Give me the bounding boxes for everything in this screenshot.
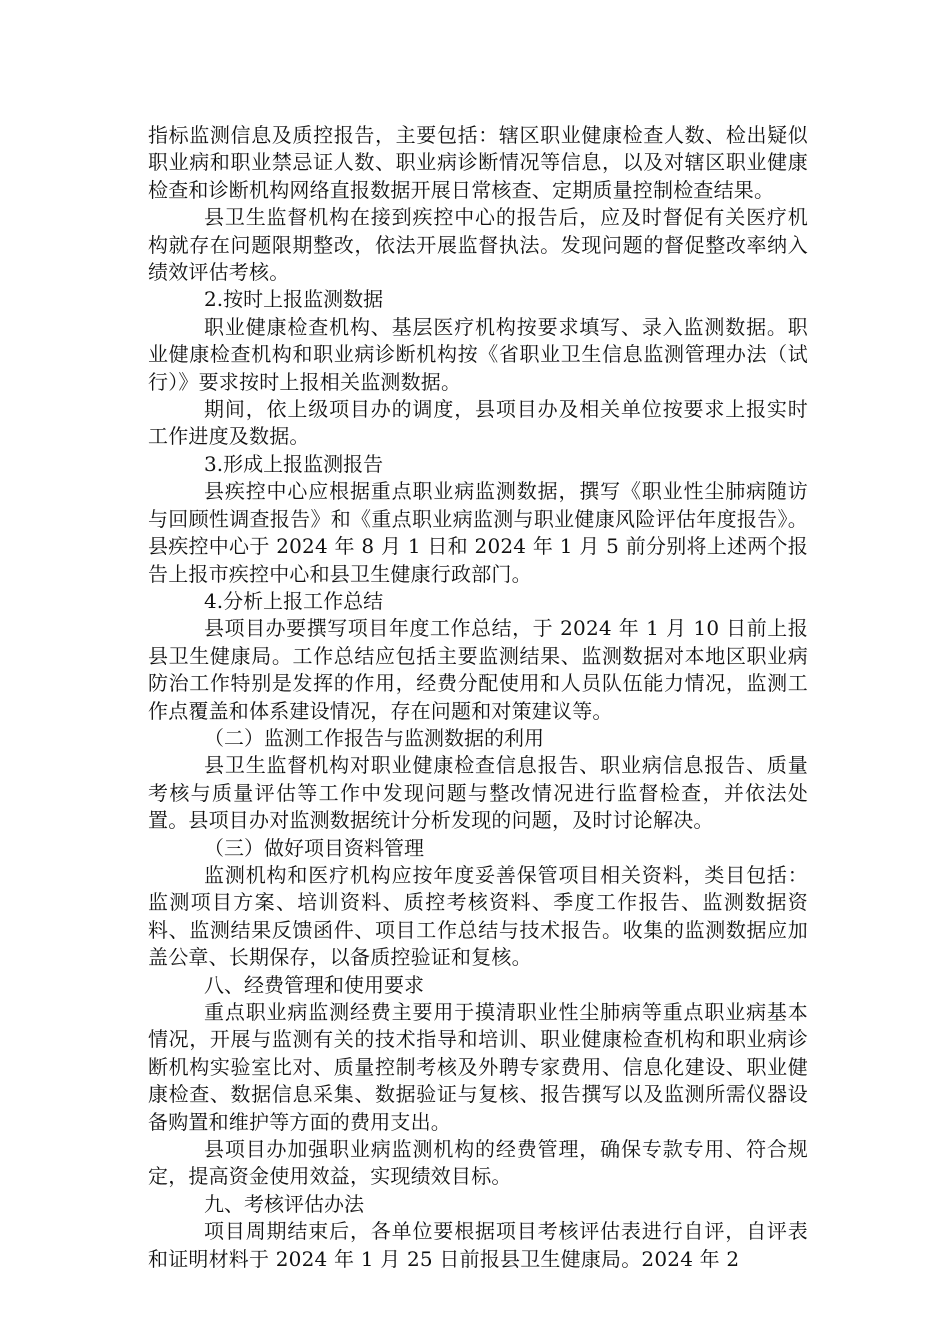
body-paragraph: 县卫生监督机构对职业健康检查信息报告、职业病信息报告、质量考核与质量评估等工作中发现问题与整改情况进行监督检查，并依法处置。县项目办对监测数据统计分析发现的问题，及时讨论解决。 [148,753,808,833]
section-heading: 八、经费管理和使用要求 [204,972,424,997]
section-heading: 九、考核评估办法 [204,1191,364,1216]
section-heading: 4.分析上报工作总结 [204,588,384,613]
body-paragraph: 指标监测信息及质控报告，主要包括：辖区职业健康检查人数、检出疑似职业病和职业禁忌证人数、职业病诊断情况等信息，以及对辖区职业健康检查和诊断机构网络直报数据开展日常核查、定期质量控制检查结果。 [148,123,808,202]
body-paragraph: 项目周期结束后，各单位要根据项目考核评估表进行自评，自评表和证明材料于 2024 年 1 月 25 日前报县卫生健康局。2024 年 2 [148,1219,808,1271]
body-paragraph: 职业健康检查机构、基层医疗机构按要求填写、录入监测数据。职业健康检查机构和职业病诊断机构按《省职业卫生信息监测管理办法（试行）》要求按时上报相关监测数据。 [148,314,808,394]
section-heading: 2.按时上报监测数据 [204,287,384,312]
document-page [148,122,808,1273]
body-paragraph: 县卫生监督机构在接到疾控中心的报告后，应及时督促有关医疗机构就存在问题限期整改，依法开展监督执法。发现问题的督促整改率纳入绩效评估考核。 [148,205,808,285]
body-paragraph: 期间，依上级项目办的调度，县项目办及相关单位按要求上报实时工作进度及数据。 [148,397,808,449]
section-heading: 3.形成上报监测报告 [204,451,384,476]
body-paragraph: 县疾控中心应根据重点职业病监测数据，撰写《职业性尘肺病随访与回顾性调查报告》和《重点职业病监测与职业健康风险评估年度报告》。县疾控中心于 2024 年 8 月 1 日和 2024 年 1 月 5 前分别将上述两个报告上报市疾控中心和县卫生健康行政部门。 [148,479,808,586]
section-heading: （三）做好项目资料管理 [204,835,424,860]
body-paragraph: 监测机构和医疗机构应按年度妥善保管项目相关资料，类目包括：监测项目方案、培训资料、质控考核资料、季度工作报告、监测数据资料、监测结果反馈函件、项目工作总结与技术报告。收集的监测数据应加盖公章、长期保存，以备质控验证和复核。 [148,862,808,970]
body-paragraph: 县项目办要撰写项目年度工作总结，于 2024 年 1 月 10 日前上报县卫生健康局。工作总结应包括主要监测结果、监测数据对本地区职业病防治工作特别是发挥的作用，经费分配使用和人员队伍能力情况，监测工作点覆盖和体系建设情况，存在问题和对策建议等。 [148,616,808,723]
body-paragraph: 重点职业病监测经费主要用于摸清职业性尘肺病等重点职业病基本情况，开展与监测有关的技术指导和培训、职业健康检查机构和职业病诊断机构实验室比对、质量控制考核及外聘专家费用、信息化建设、职业健康检查、数据信息采集、数据验证与复核、报告撰写以及监测所需仪器设备购置和维护等方面的费用支出。 [148,1000,808,1134]
section-heading: （二）监测工作报告与监测数据的利用 [204,725,544,750]
body-paragraph: 县项目办加强职业病监测机构的经费管理，确保专款专用、符合规定，提高资金使用效益，实现绩效目标。 [148,1137,808,1189]
